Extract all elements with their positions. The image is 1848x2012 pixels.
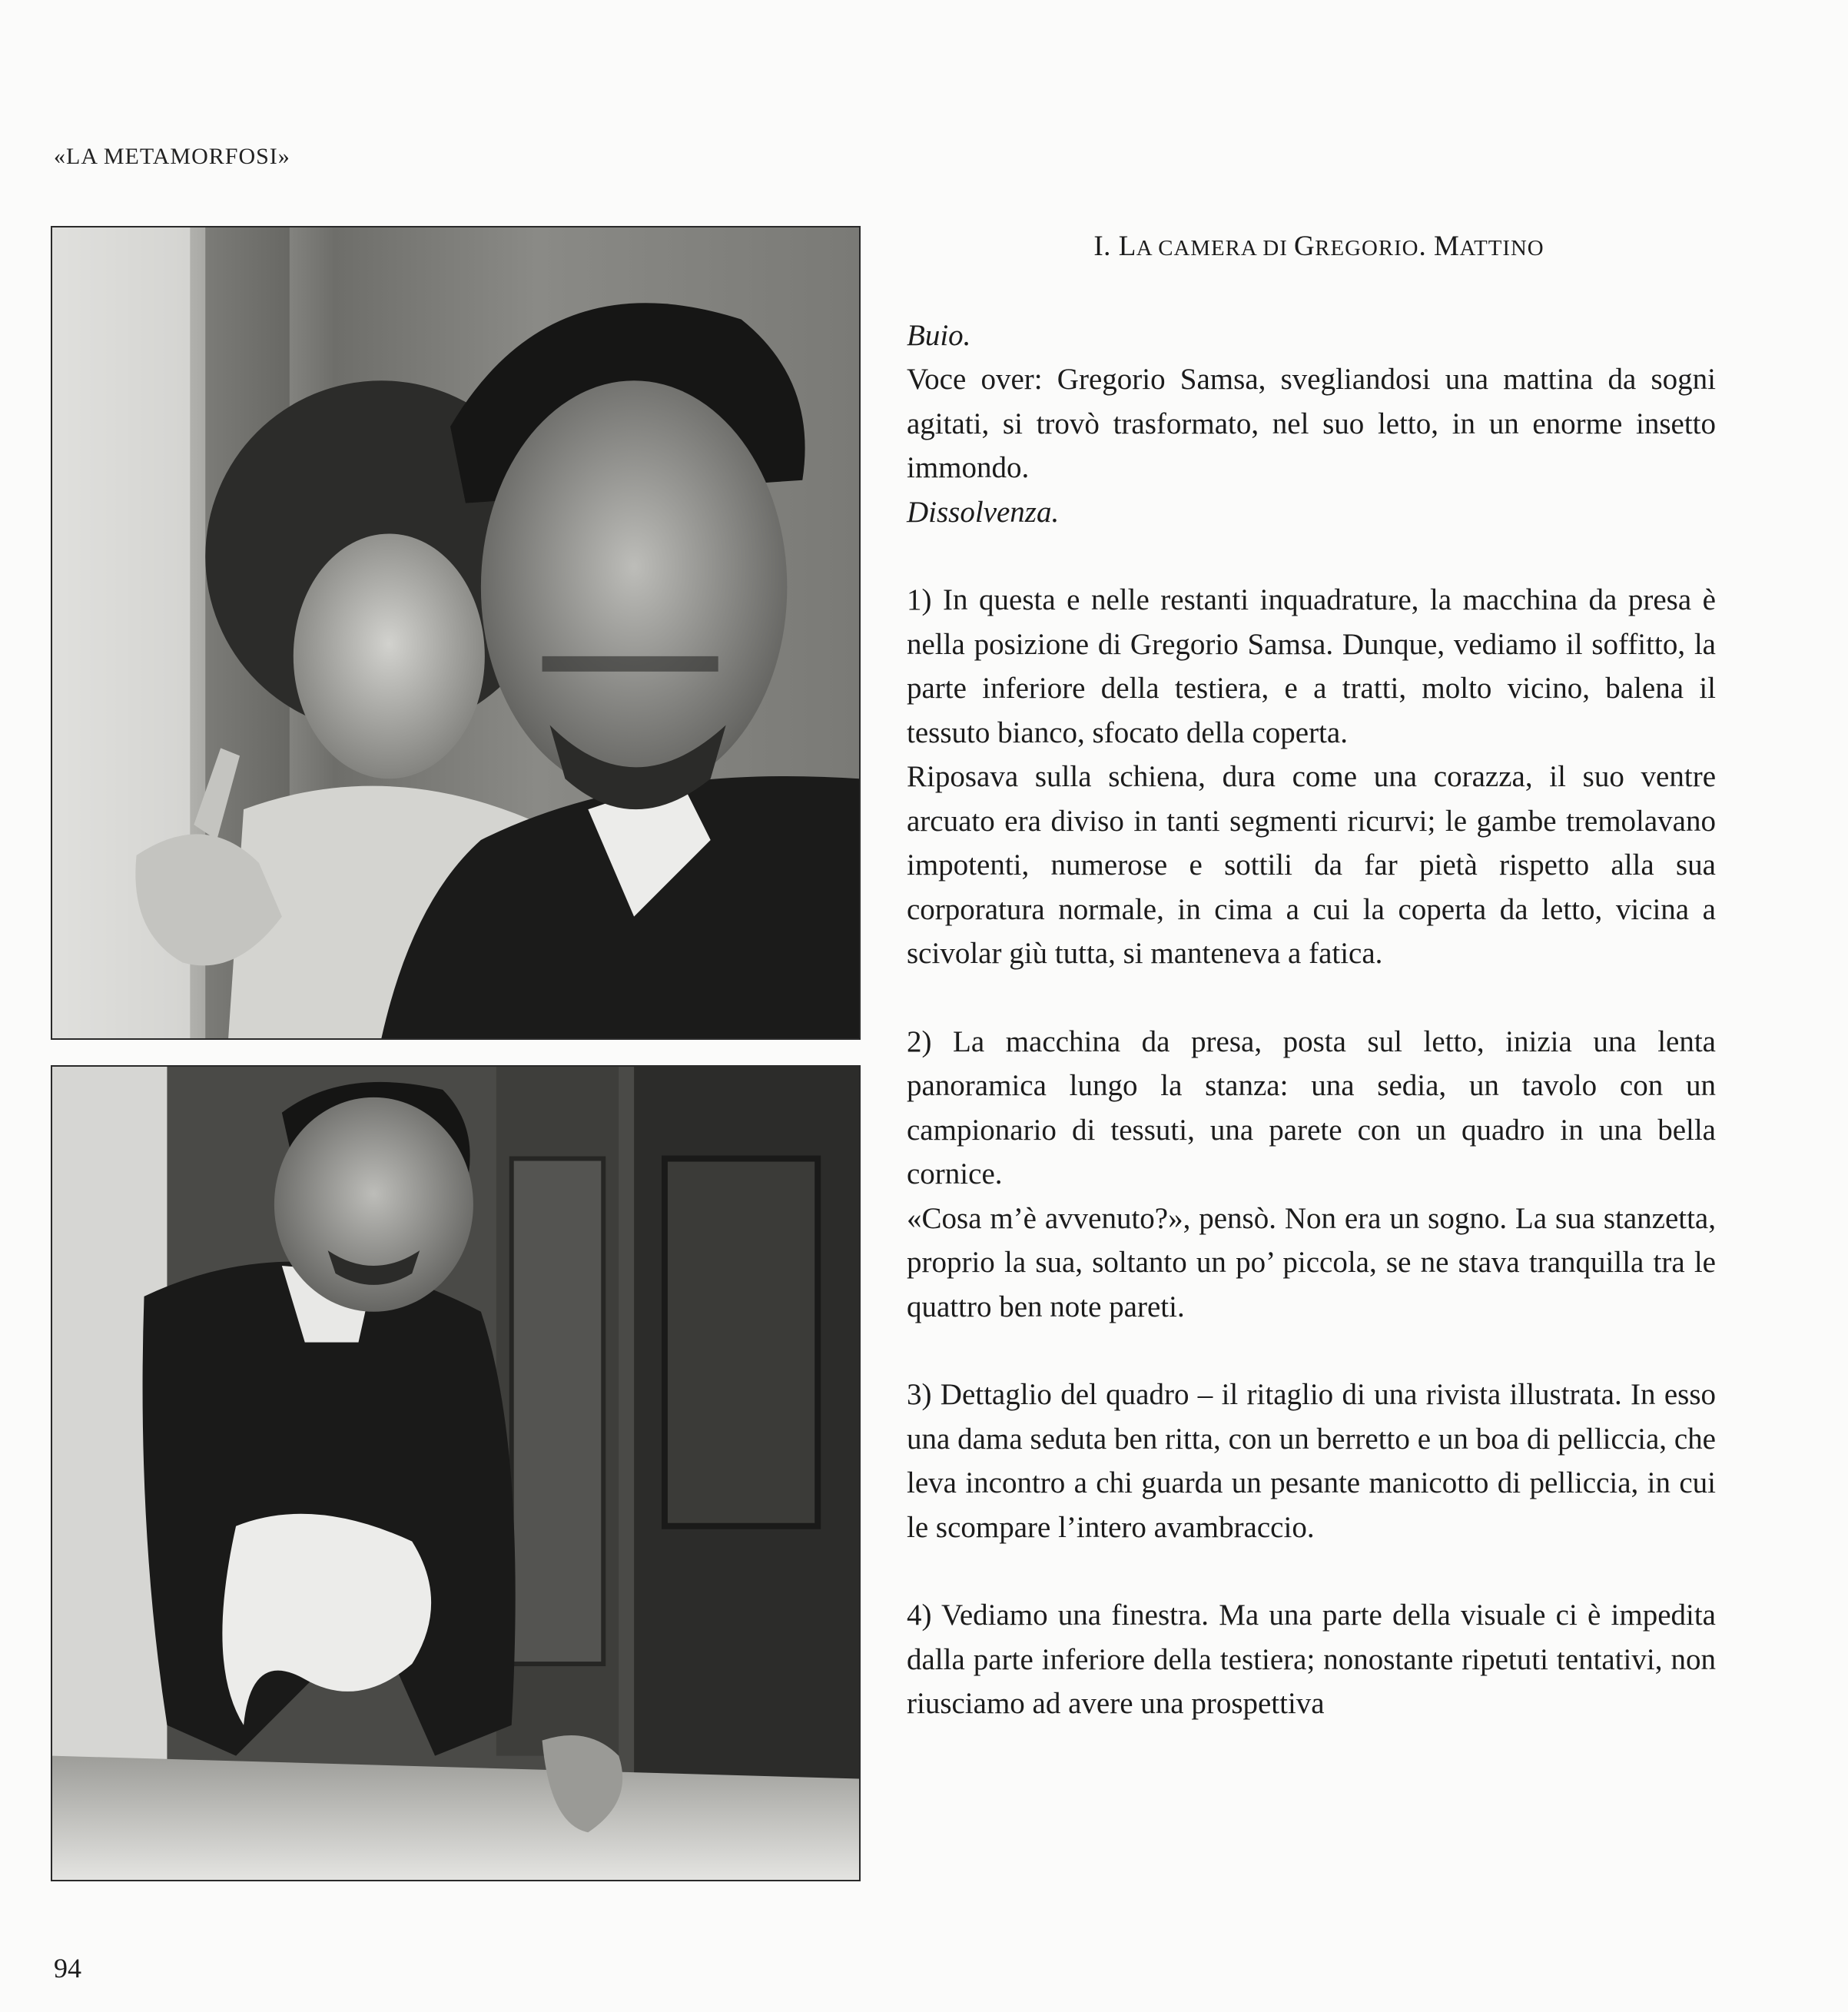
shot-1-narration: Riposava sulla schiena, dura come una corazza, il suo ventre arcuato era diviso in tanti segmenti ricurvi; le gambe tremolavano impotenti, numerose e sottili da far pietà rispetto alla sua corporatura normale, in cima a cui la coperta da letto, vicina a scivolar giù tutta, si manteneva a fatica. — [907, 760, 1716, 970]
shot-3-paragraph: 3) Dettaglio del quadro – il ritaglio di una rivista illustrata. In esso una dama seduta ben ritta, con un berretto e un boa di pelliccia, che leva incontro a chi guarda un pesante manicotto di pelliccia, in cui le scompare l’intero avambraccio. — [907, 1378, 1716, 1544]
text-column — [907, 224, 1716, 1726]
shot-2-paragraph: 2) La macchina da presa, posta sul letto, inizia una lenta panoramica lungo la stanza: una sedia, un tavolo con un campionario di tessuti, una parete con un quadro in una bella cornice. — [907, 1024, 1716, 1190]
section-title: I. LA CAMERA DI GREGORIO. MATTINO — [1093, 231, 1544, 262]
film-still-photo — [51, 1065, 861, 1881]
page-number: 94 — [54, 1953, 81, 1984]
shot-1-paragraph: 1) In questa e nelle restanti inquadrature, la macchina da presa è nella posizione di Gregorio Samsa. Dunque, vediamo il soffitto, la parte inferiore della testiera, e a tratti, molto vicino, balena il tessuto bianco, sfocato della coperta. — [907, 583, 1716, 749]
stage-direction: Dissolvenza. — [907, 495, 1060, 529]
voice-over-paragraph: Voce over: Gregorio Samsa, svegliandosi una mattina da sogni agitati, si trovò trasformato, nel suo letto, in un enorme insetto immondo. — [907, 363, 1716, 484]
film-still-image — [52, 227, 859, 1038]
film-still-photo — [51, 226, 861, 1040]
shot-4-paragraph: 4) Vediamo una finestra. Ma una parte della visuale ci è impedita dalla parte inferiore della testiera; nonostante ripetuti tentativi, non riusciamo ad avere una prospettiva — [907, 1599, 1716, 1720]
stage-direction: Buio. — [907, 318, 971, 352]
shot-2-narration: «Cosa m’è avvenuto?», pensò. Non era un sogno. La sua stanzetta, proprio la sua, soltanto un po’ piccola, se ne stava tranquilla tra le quattro ben note pareti. — [907, 1201, 1716, 1323]
running-header: «LA METAMORFOSI» — [54, 144, 290, 169]
film-still-image — [52, 1067, 859, 1880]
